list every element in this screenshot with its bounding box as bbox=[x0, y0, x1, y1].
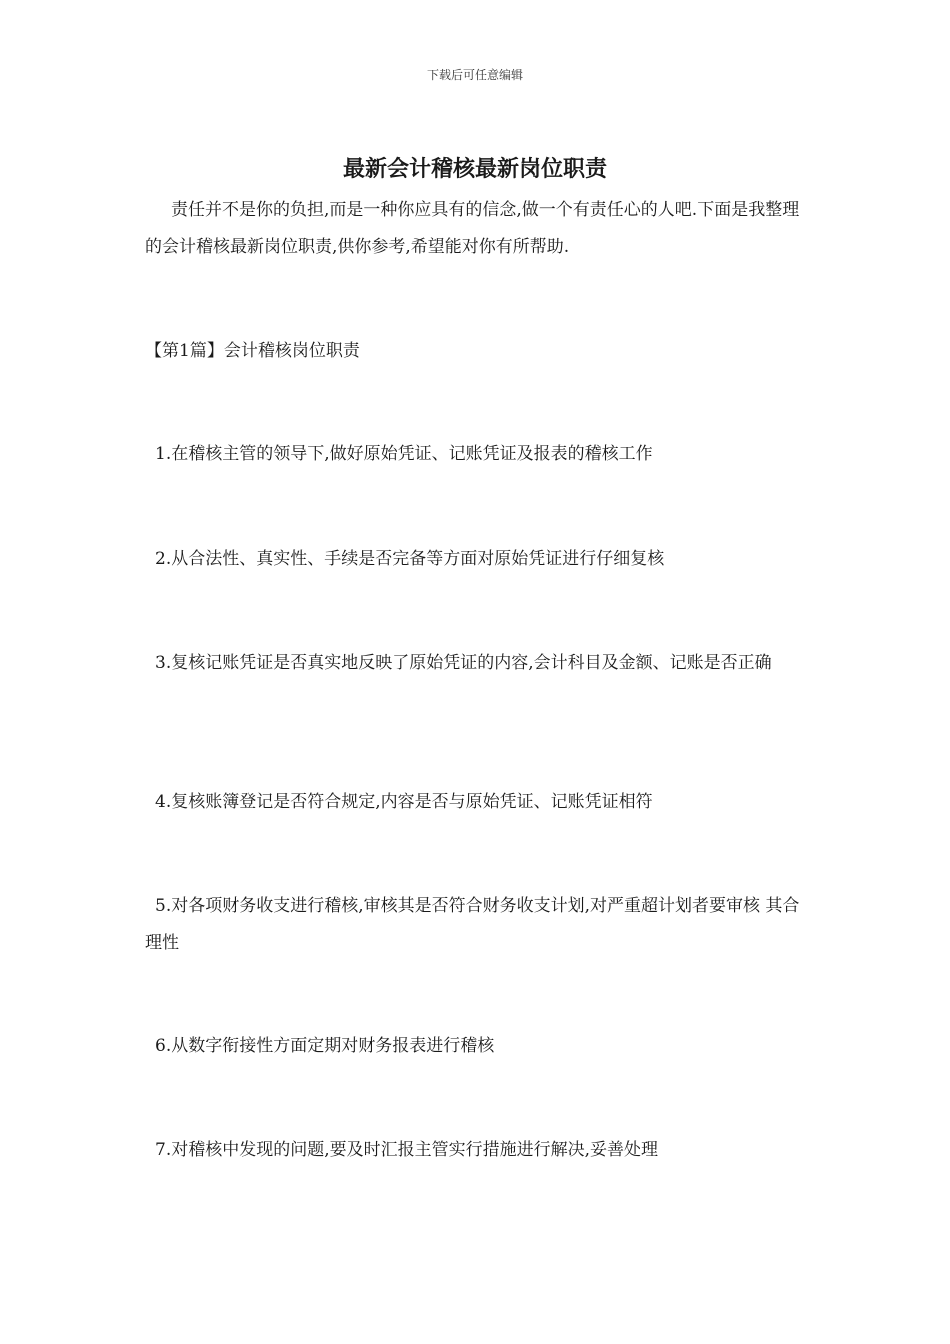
duty-item-5 bbox=[145, 888, 815, 962]
header-note: 下载后可任意编辑 bbox=[426, 68, 523, 82]
duty-item-text: 4.复核账簿登记是否符合规定,内容是否与原始凭证、记账凭证相符 bbox=[155, 792, 653, 812]
duty-item-text: 6.从数字衔接性方面定期对财务报表进行稽核 bbox=[155, 1036, 495, 1056]
duty-item-7 bbox=[145, 1132, 815, 1169]
duty-item-2 bbox=[145, 541, 815, 578]
intro-paragraph bbox=[145, 192, 815, 266]
document-title: 最新会计稽核最新岗位职责 bbox=[342, 156, 607, 182]
intro-text: 责任并不是你的负担,而是一种你应具有的信念,做一个有责任心的人吧.下面是我整理的会计稽核最新岗位职责,供你参考,希望能对你有所帮助. bbox=[145, 200, 800, 257]
duty-item-3 bbox=[145, 645, 815, 682]
section-heading bbox=[145, 333, 815, 370]
duty-item-text: 5.对各项财务收支进行稽核,审核其是否符合财务收支计划,对严重超计划者要审核 其合理性 bbox=[145, 896, 800, 953]
duty-item-text: 3.复核记账凭证是否真实地反映了原始凭证的内容,会计科目及金额、记账是否正确 bbox=[155, 653, 772, 673]
duty-item-6 bbox=[145, 1028, 815, 1065]
duty-item-text: 2.从合法性、真实性、手续是否完备等方面对原始凭证进行仔细复核 bbox=[155, 549, 665, 569]
duty-item-text: 1.在稽核主管的领导下,做好原始凭证、记账凭证及报表的稽核工作 bbox=[155, 444, 653, 464]
duty-item-4 bbox=[145, 784, 815, 821]
section-heading-text: 【第1篇】会计稽核岗位职责 bbox=[145, 341, 360, 361]
duty-item-1 bbox=[145, 436, 815, 473]
duty-item-text: 7.对稽核中发现的问题,要及时汇报主管实行措施进行解决,妥善处理 bbox=[155, 1140, 659, 1160]
